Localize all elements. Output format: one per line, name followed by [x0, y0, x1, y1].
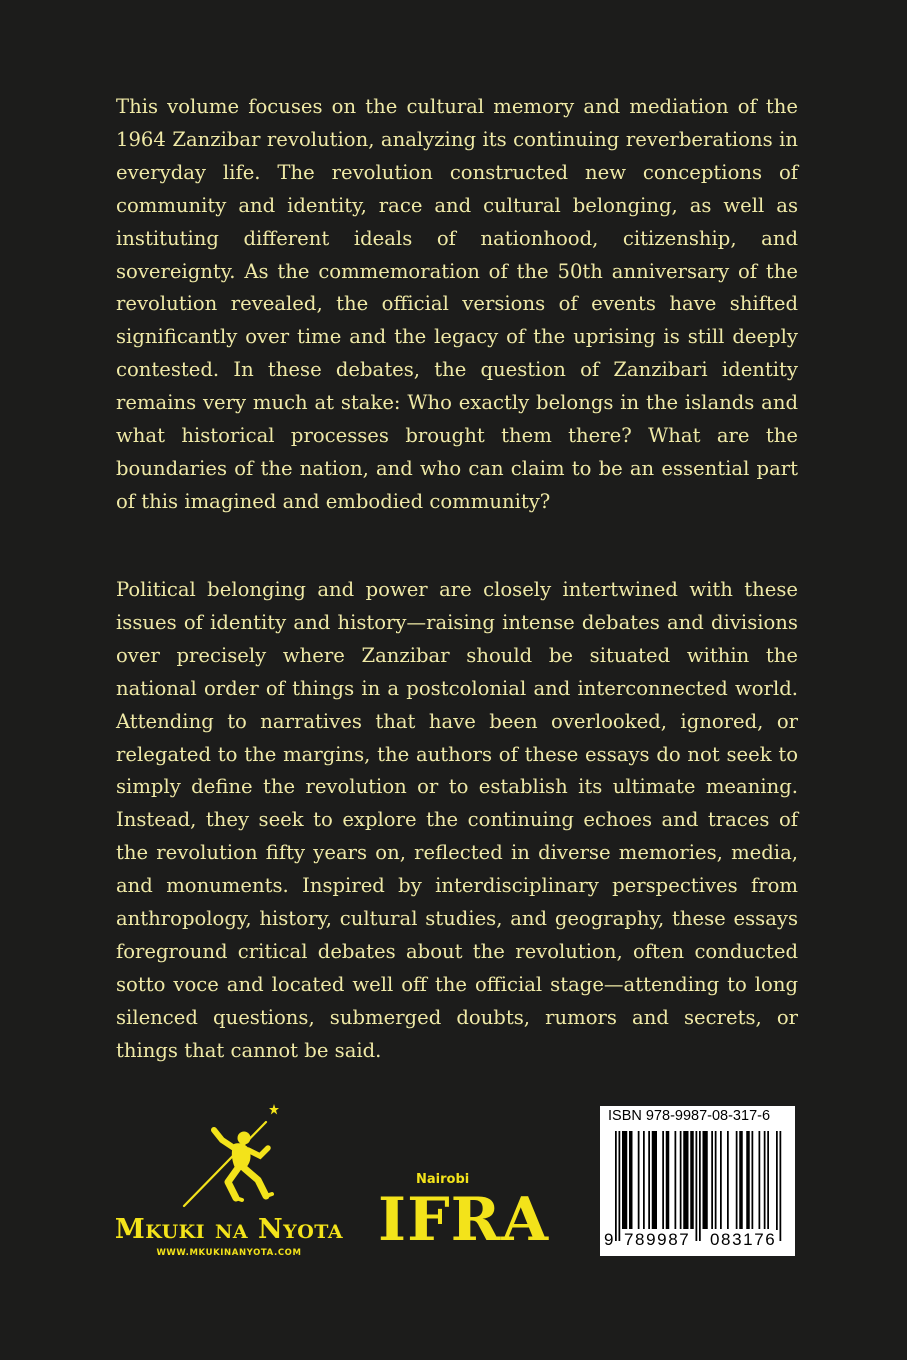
- copublisher-city: Nairobi: [416, 1172, 470, 1187]
- description-paragraph-2: Political belonging and power are closely intertwined with these issues of identity and history—raising intense debates and divisions over precisely where Zanzibar should be situated within the national order of things in a postcolonial and interconnected world. Attending to narratives that have been overlooked, ignored, or relegated to the margins, the authors of these essays do not seek to simply define the revolution or to establish its ultimate meaning. Instead, they seek to explore the continuing echoes and traces of the revolution fifty years on, reflected in diverse memories, media, and monuments. Inspired by interdisciplinary perspectives from anthropology, history, cultural studies, and geography, these essays foreground critical debates about the revolution, often conducted sotto voce and located well off the official stage—attending to long silenced questions, submerged doubts, rumors and secrets, or things that cannot be said.: [116, 578, 798, 1062]
- barcode-bar: [696, 1131, 698, 1241]
- description-paragraph-1: This volume focuses on the cultural memory and mediation of the 1964 Zanzibar revolution, analyzing its continuing reverberations in everyday life. The revolution constructed new conceptions of community and identity, race and cultural belonging, as well as instituting different ideals of nationhood, citizenship, and sovereignty. As the commemoration of the 50th anniversary of the revolution revealed, the official versions of events have shifted significantly over time and the legacy of the uprising is still deeply contested. In these debates, the question of Zanzibari identity remains very much at stake: Who exactly belongs in the islands and what historical processes brought them there? What are the boundaries of the nation, and who can claim to be an essential part of this imagined and embodied community?: [116, 95, 798, 513]
- barcode-bars: [600, 1131, 795, 1243]
- barcode-bar: [675, 1131, 677, 1229]
- publisher-logo: [98, 1100, 360, 1265]
- barcode-bar: [767, 1131, 769, 1229]
- copublisher-logo: [378, 1172, 578, 1262]
- barcode-bar: [680, 1131, 682, 1229]
- barcode-bar: [638, 1131, 640, 1229]
- barcode-bar: [715, 1131, 717, 1229]
- barcode-bar: [752, 1131, 754, 1229]
- barcode-bar: [699, 1131, 701, 1241]
- publisher-url: WWW.MKUKINANYOTA.COM: [156, 1248, 302, 1258]
- isbn-label: ISBN 978-9987-08-317-6: [608, 1108, 771, 1124]
- barcode-bar: [759, 1131, 761, 1229]
- barcode-bar: [643, 1131, 645, 1229]
- spear-thrower-icon: [170, 1100, 290, 1218]
- barcode-bar: [648, 1131, 650, 1229]
- barcode-digits-left: 789987: [624, 1230, 691, 1249]
- barcode-bar: [736, 1131, 738, 1229]
- copublisher-name: IFRA: [378, 1185, 550, 1255]
- barcode-bar: [711, 1131, 713, 1229]
- barcode-digit-first: 9: [604, 1230, 614, 1249]
- barcode-bar: [619, 1131, 621, 1241]
- barcode-bar: [764, 1131, 766, 1229]
- barcode-digits: [600, 1230, 795, 1254]
- barcode-bar: [690, 1131, 694, 1229]
- barcode-bar: [776, 1131, 778, 1241]
- barcode-bar: [739, 1131, 743, 1229]
- barcode-bar: [780, 1131, 782, 1241]
- barcode-bar: [720, 1131, 722, 1229]
- barcode-bar: [662, 1131, 664, 1229]
- barcode-bar: [727, 1131, 729, 1229]
- barcode-bar: [666, 1131, 670, 1229]
- barcode-bar: [703, 1131, 708, 1229]
- barcode-digits-right: 083176: [710, 1230, 777, 1249]
- barcode-bar: [615, 1131, 617, 1241]
- publisher-name: Mkuki na Nyota: [114, 1214, 344, 1245]
- barcode-bar: [622, 1131, 627, 1229]
- barcode-bar: [652, 1131, 657, 1229]
- barcode-bar: [629, 1131, 633, 1229]
- isbn-barcode: [600, 1106, 795, 1256]
- barcode-bar: [683, 1131, 688, 1229]
- barcode-bar: [746, 1131, 750, 1229]
